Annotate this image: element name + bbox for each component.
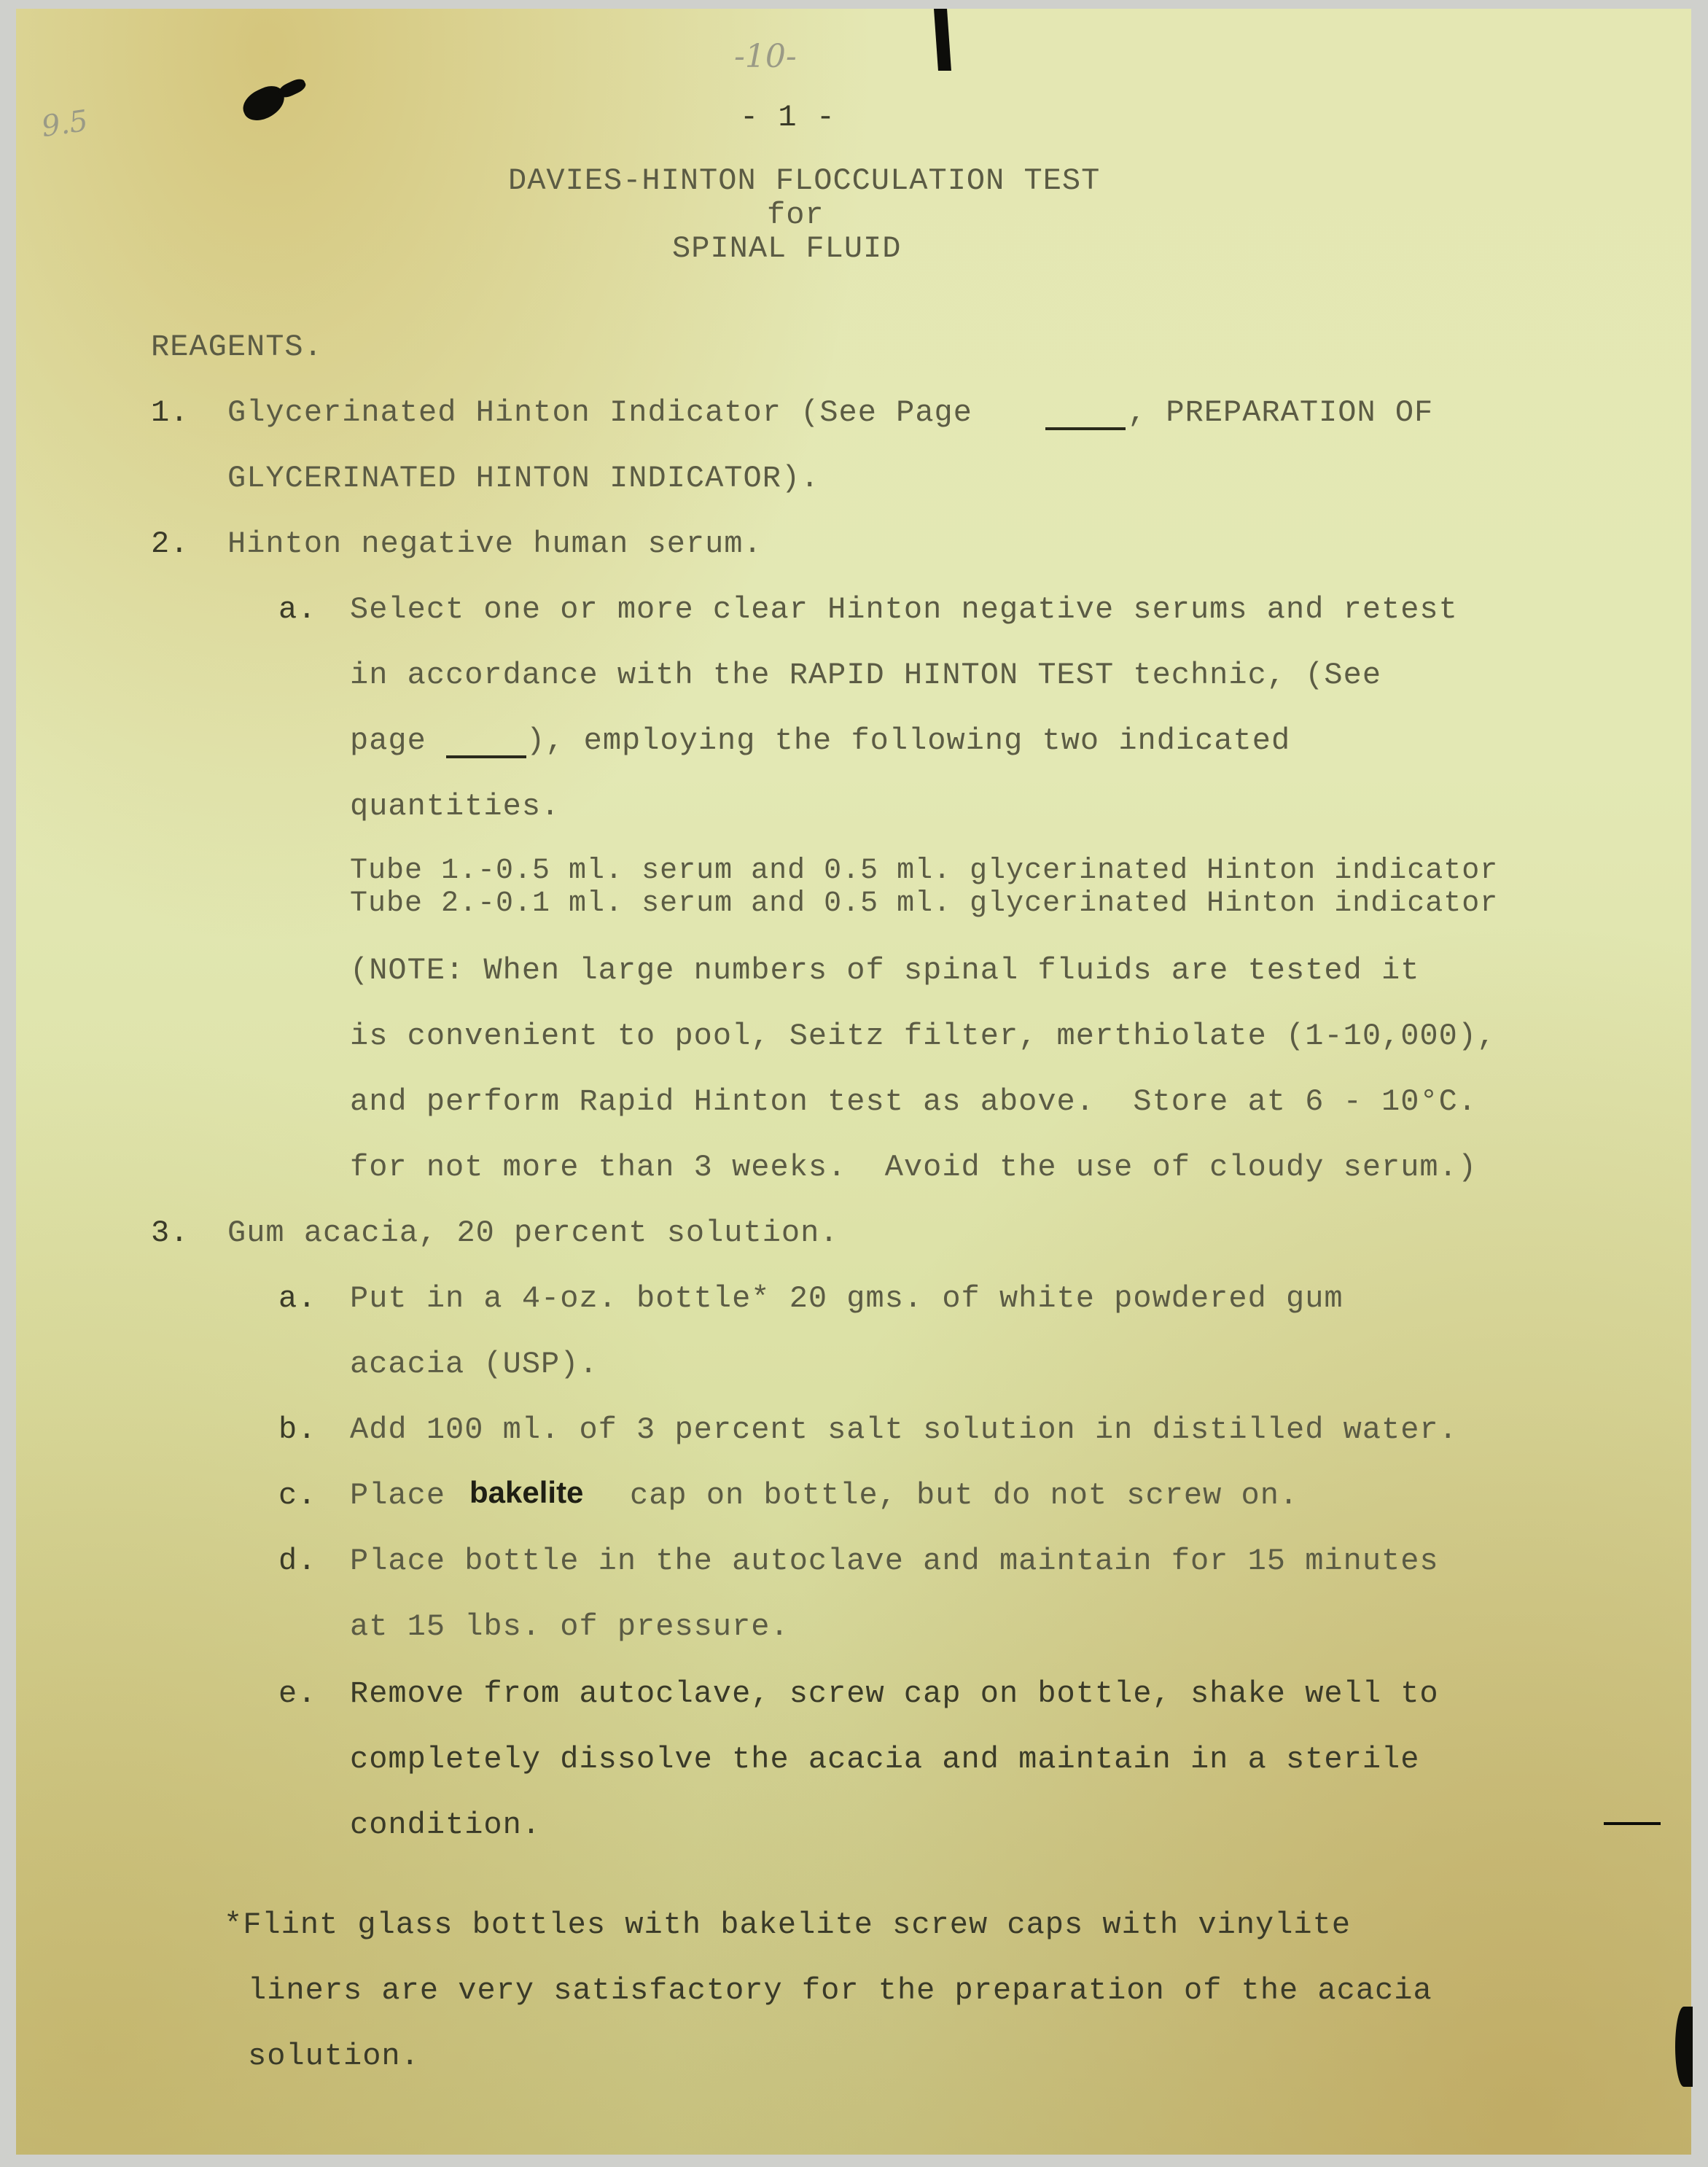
item-2-number: 2.	[151, 526, 190, 561]
title-line-2: for	[767, 198, 824, 233]
tear-mark	[934, 9, 951, 71]
item-3e-line-2: completely dissolve the acacia and maintain in a sterile	[350, 1742, 1420, 1777]
item-3a-letter: a.	[278, 1281, 317, 1316]
item-1-number: 1.	[151, 395, 190, 430]
footnote-line-1: *Flint glass bottles with bakelite screw caps with vinylite	[224, 1907, 1352, 1942]
note-line-2: is convenient to pool, Seitz filter, merthiolate (1-10,000),	[350, 1019, 1497, 1054]
title-line-3: SPINAL FLUID	[672, 231, 902, 266]
item-3d-letter: d.	[278, 1544, 317, 1579]
item-2a-line-3b: ), employing the following two indicated	[526, 723, 1291, 758]
item-3e-letter: e.	[278, 1676, 317, 1711]
handwritten-page-number: -10-	[734, 38, 797, 75]
item-2a-letter: a.	[278, 592, 317, 627]
tube-1-line: Tube 1.-0.5 ml. serum and 0.5 ml. glycerinated Hinton indicator	[350, 855, 1499, 887]
item-2a-line-2: in accordance with the RAPID HINTON TEST technic, (See	[350, 658, 1382, 693]
item-3a-line-2: acacia (USP).	[350, 1347, 598, 1382]
page-reference-blank	[1045, 401, 1126, 430]
footnote-line-3: solution.	[248, 2039, 420, 2074]
item-3e-line-1: Remove from autoclave, screw cap on bottle, shake well to	[350, 1676, 1439, 1711]
item-3c-bakelite: bakelite	[469, 1475, 584, 1509]
item-3e-line-3: condition.	[350, 1808, 542, 1843]
stray-mark	[1604, 1822, 1661, 1825]
document-page	[16, 9, 1691, 2155]
note-line-4: for not more than 3 weeks. Avoid the use of cloudy serum.)	[350, 1150, 1478, 1185]
item-3b-letter: b.	[278, 1412, 317, 1447]
item-2a-line-1: Select one or more clear Hinton negative serums and retest	[350, 592, 1458, 627]
handwritten-margin-note: 9.5	[39, 104, 90, 144]
note-line-3: and perform Rapid Hinton test as above. Store at 6 - 10°C.	[350, 1084, 1478, 1119]
item-3-text: Gum acacia, 20 percent solution.	[227, 1215, 839, 1250]
footnote-line-2: liners are very satisfactory for the preparation of the acacia	[248, 1973, 1432, 2008]
section-heading: REAGENTS.	[151, 330, 323, 365]
item-1-line-2: GLYCERINATED HINTON INDICATOR).	[227, 461, 820, 496]
item-2-text: Hinton negative human serum.	[227, 526, 763, 561]
item-3d-line-1: Place bottle in the autoclave and maintain for 15 minutes	[350, 1544, 1439, 1579]
item-3c-line-1b: cap on bottle, but do not screw on.	[630, 1478, 1299, 1513]
item-3-number: 3.	[151, 1215, 190, 1250]
item-3c-line-1a: Place	[350, 1478, 465, 1513]
title-line-1: DAVIES-HINTON FLOCCULATION TEST	[508, 163, 1101, 198]
typed-page-number: - 1 -	[740, 100, 836, 135]
tear-mark	[1675, 2007, 1693, 2087]
item-2a-line-3a: page	[350, 723, 426, 758]
item-2a-line-4: quantities.	[350, 789, 561, 824]
ink-blot	[277, 77, 308, 100]
item-3d-line-2: at 15 lbs. of pressure.	[350, 1609, 789, 1644]
item-1-line-1: Glycerinated Hinton Indicator (See Page	[227, 395, 972, 430]
tube-2-line: Tube 2.-0.1 ml. serum and 0.5 ml. glycerinated Hinton indicator	[350, 887, 1499, 920]
page-reference-blank	[446, 729, 526, 758]
item-1-line-1b: , PREPARATION OF	[1128, 395, 1434, 430]
item-3c-letter: c.	[278, 1478, 317, 1513]
note-line-1: (NOTE: When large numbers of spinal fluids are tested it	[350, 953, 1420, 988]
item-3a-line-1: Put in a 4-oz. bottle* 20 gms. of white powdered gum	[350, 1281, 1344, 1316]
item-3b-line-1: Add 100 ml. of 3 percent salt solution in distilled water.	[350, 1412, 1458, 1447]
